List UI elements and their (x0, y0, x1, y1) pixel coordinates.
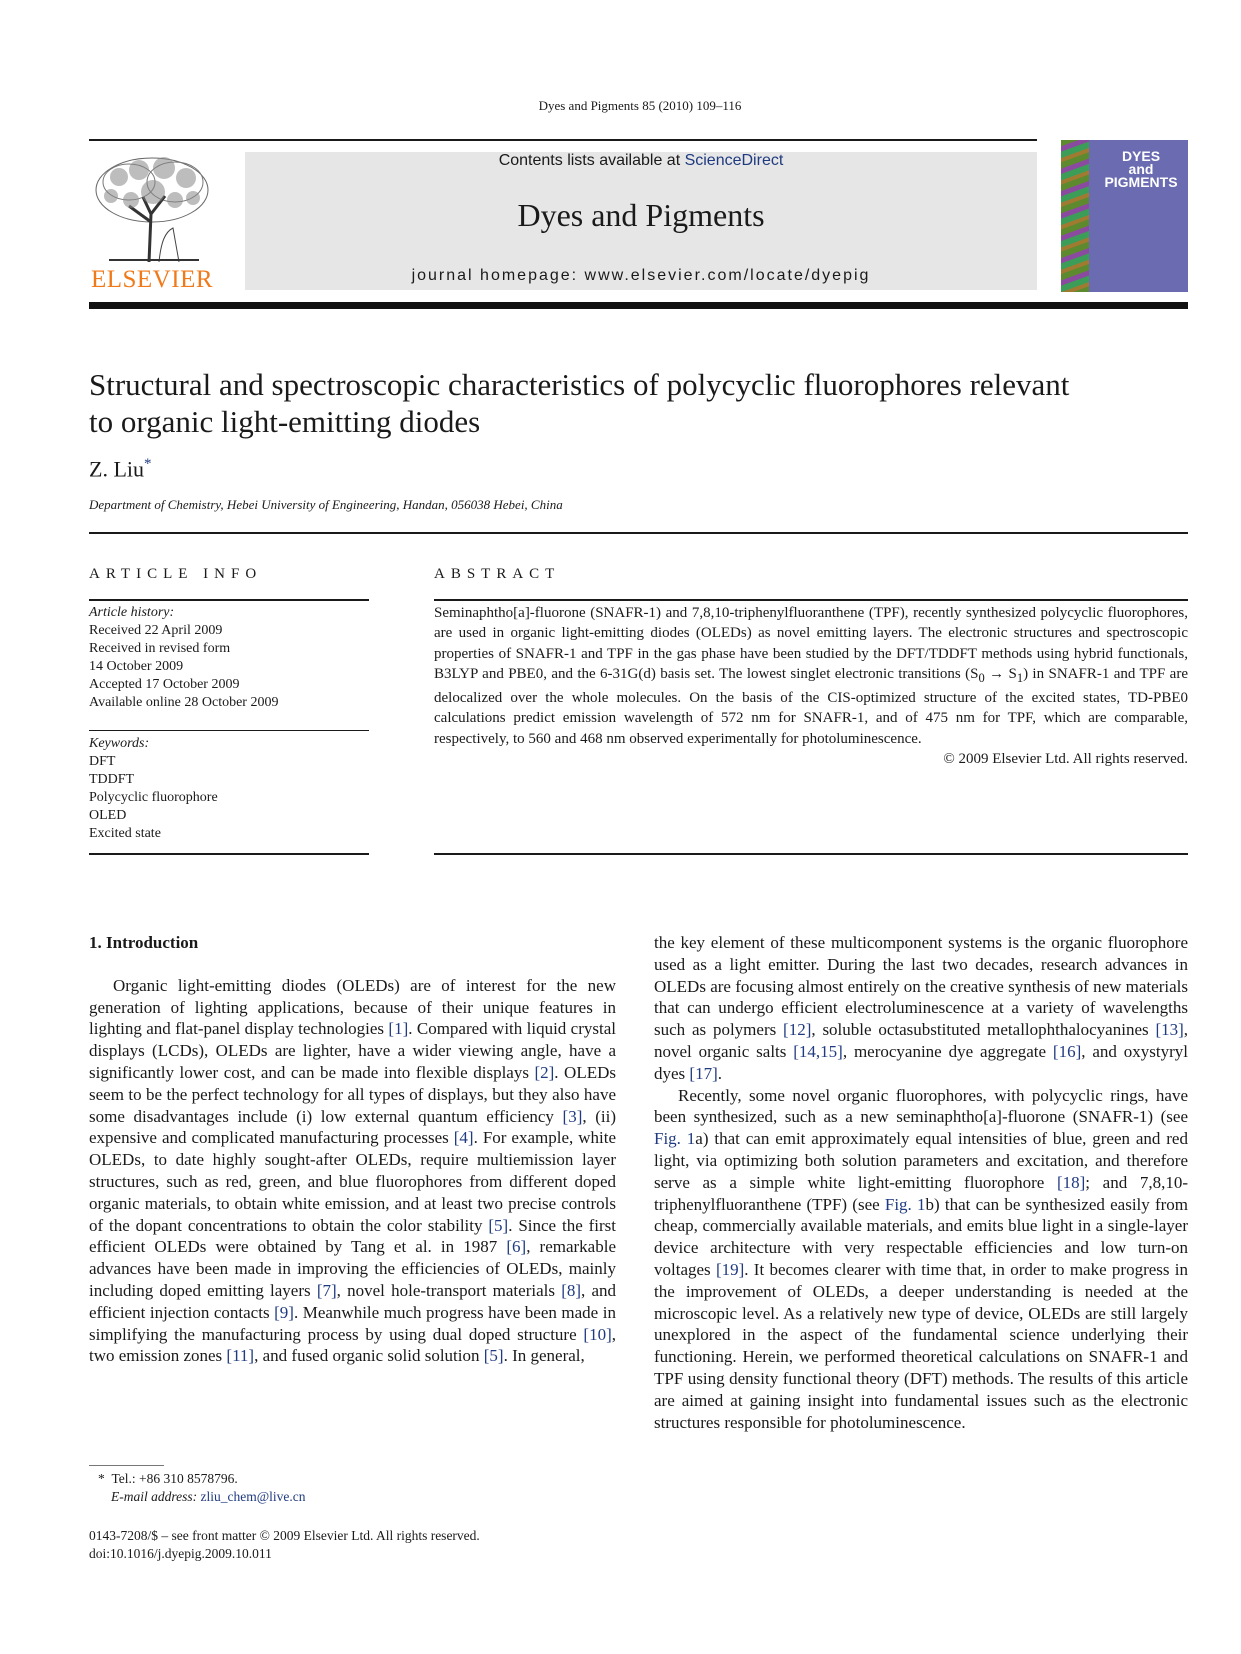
abstract-rule (434, 853, 1188, 855)
front-matter (89, 1527, 480, 1563)
citation-link[interactable]: [13] (1155, 1020, 1184, 1040)
paragraph: the key element of these multicomponent systems is the organic fluorophore used as a light emitter. During the last two decades, research advances in OLEDs are focusing almost entirely on the creative synthesis of new materials that can undergo efficient electroluminescence at a variety of wavelengths such as polymers [12], soluble octasubstituted metallophthalocyanines [13], novel organic salts [14,15], merocyanine dye aggregate [16], and oxystyryl dyes [17]. (654, 933, 1189, 1083)
cover-pattern (1061, 140, 1089, 292)
citation-link[interactable]: Fig. 1 (654, 1129, 696, 1149)
citation-link[interactable]: [9] (274, 1302, 294, 1322)
history-item: Available online 28 October 2009 (89, 695, 279, 710)
body-column-right (654, 932, 1188, 1433)
info-rule (89, 730, 369, 731)
article-title: Structural and spectroscopic characteristics of polycyclic fluorophores relevant to organic light-emitting diodes (89, 367, 1070, 439)
citation-link[interactable]: [5] (483, 1346, 504, 1366)
history-item: 14 October 2009 (89, 659, 184, 674)
citation-link[interactable]: [17] (689, 1063, 718, 1083)
citation-link[interactable]: [19] (715, 1259, 745, 1279)
citation-link[interactable]: [3] (562, 1106, 583, 1126)
keywords-label: Keywords: (89, 736, 150, 751)
author-name: Z. Liu (89, 456, 144, 482)
email-label: E-mail address: (111, 1489, 198, 1504)
abstract-body (434, 603, 1188, 749)
footnote (98, 1470, 306, 1506)
keyword-item: Excited state (89, 826, 161, 841)
keyword-item: OLED (89, 808, 127, 823)
abstract-text-part: ) in SNAFR-1 and TPF are delocalized over the whole molecules. On the basis of the CIS-optimized structure of the excited states, TD-PBE0 calculations predict emission wavelength of 572 nm for SNAFR-1, and of 475 nm for TPF, which are comparable, respectively, to 560 and 468 nm observed experimentally for photoluminescence. (434, 665, 1188, 747)
citation-link[interactable]: [2] (534, 1062, 555, 1082)
article-history (89, 604, 278, 712)
keywords (89, 735, 218, 843)
footnote-tel: Tel.: +86 310 8578796. (111, 1471, 238, 1486)
abstract-text-part: Seminaphtho[a]-fluorone (SNAFR-1) and 7,8,10-triphenylfluoranthene (TPF), recently synthesized polycyclic fluorophores, are used in organic light-emitting diodes (OLEDs) as novel emitting layers. The electronic structures and spectroscopic properties of SNAFR-1 and TPF in the gas phase have been studied by the DFT/TDDFT methods using hybrid functionals, B3LYP and PBE0, and the 6-31G(d) basis set. The lowest singlet electronic transitions (S (434, 605, 1188, 682)
footnote-rule (89, 1465, 164, 1466)
journal-name: Dyes and Pigments (517, 197, 765, 233)
cover-title (1101, 150, 1181, 189)
email-link[interactable]: zliu_chem@live.cn (200, 1489, 306, 1504)
citation-link[interactable]: [14,15] (793, 1041, 843, 1061)
front-matter-line: 0143-7208/$ – see front matter © 2009 Elsevier Ltd. All rights reserved. (89, 1528, 480, 1543)
author-footnote-mark[interactable]: * (144, 456, 152, 472)
citation-link[interactable]: [12] (783, 1020, 812, 1040)
subscript: 0 (978, 670, 985, 685)
cover-title-line: and (1128, 161, 1154, 177)
paragraph: Organic light-emitting diodes (OLEDs) are of interest for the new generation of lighting applications, because of their unique features in lighting and flat-panel display technologies [1]. Compared with liquid crystal displays (LCDs), OLEDs are lighter, have a wider viewing angle, have a significantly lower cost, and can be made into flexible displays [2]. OLEDs seem to be the perfect technology for all types of displays, but they also have some disadvantages include (i) low external quantum efficiency [3], (ii) expensive and complicated manufacturing processes [4]. For example, white OLEDs, to date highly sought-after OLEDs, require multiemission layer structures, such as red, green, and blue fluorophores from different doped organic materials, to obtain white emission, and at least two precise controls of the dopant concentrations to obtain the color stability [5]. Since the first efficient OLEDs were obtained by Tang et al. in 1987 [6], remarkable advances have been made in improving the efficiencies of OLEDs, mainly including doped emitting layers [7], novel hole-transport materials [8], and efficient injection contacts [9]. Meanwhile much progress have been made in simplifying the manufacturing process by using dual doped structure [10], two emission zones [11], and fused organic solid solution [5]. In general, (89, 975, 617, 1366)
history-item: Accepted 17 October 2009 (89, 677, 240, 692)
info-rule (89, 853, 369, 855)
journal-citation: Dyes and Pigments 85 (2010) 109–116 (538, 98, 742, 113)
citation-link[interactable]: [5] (488, 1215, 509, 1235)
elsevier-wordmark: ELSEVIER (90, 266, 214, 293)
body-column-left (89, 932, 616, 1367)
citation-link[interactable]: [10] (583, 1324, 612, 1344)
footnote-email-line (98, 1488, 306, 1506)
keyword-item: Polycyclic fluorophore (89, 790, 218, 805)
footnote-tel-line (98, 1470, 306, 1488)
author (89, 456, 152, 482)
abstract-text-part: → S (984, 665, 1017, 682)
abstract-rule (434, 599, 1188, 601)
elsevier-logo[interactable] (89, 152, 215, 294)
abstract-text (434, 603, 1188, 769)
citation-link[interactable]: [11] (226, 1346, 255, 1366)
info-rule (89, 599, 369, 601)
article-info-heading: ARTICLE INFO (89, 566, 263, 582)
section-heading: 1. Introduction (89, 933, 199, 952)
journal-banner (245, 152, 1037, 290)
citation-link[interactable]: [8] (561, 1280, 582, 1300)
title-rule (89, 532, 1188, 534)
citation-link[interactable]: [4] (453, 1128, 474, 1148)
doi-link[interactable]: doi:10.1016/j.dyepig.2009.10.011 (89, 1546, 272, 1561)
subscript: 1 (1016, 670, 1024, 685)
journal-cover-image[interactable] (1061, 140, 1188, 292)
citation-link[interactable]: [6] (506, 1237, 527, 1257)
affiliation: Department of Chemistry, Hebei University of Engineering, Handan, 056038 Hebei, China (89, 497, 563, 512)
sciencedirect-link[interactable]: ScienceDirect (684, 152, 784, 169)
citation-link[interactable]: [16] (1052, 1041, 1082, 1061)
abstract-heading: ABSTRACT (434, 566, 561, 582)
header-rule-bottom (89, 302, 1188, 309)
contents-line (245, 152, 1037, 170)
journal-homepage-link[interactable]: journal homepage: www.elsevier.com/locate/dyepig (411, 267, 871, 284)
history-item: Received 22 April 2009 (89, 623, 223, 638)
cover-title-line: DYES (1121, 148, 1161, 164)
history-item: Received in revised form (89, 641, 231, 656)
footnote-mark: * (98, 1471, 105, 1486)
history-label: Article history: (89, 605, 175, 620)
cover-title-line: PIGMENTS (1104, 174, 1178, 190)
citation-link[interactable]: [18] (1056, 1172, 1086, 1192)
citation-link[interactable]: [7] (316, 1280, 337, 1300)
contents-prefix: Contents lists available at (498, 152, 685, 169)
keyword-item: TDDFT (89, 772, 135, 787)
paragraph: Recently, some novel organic fluorophores, with polycyclic rings, have been synthesized, such as a new seminaphtho[a]-fluorone (SNAFR-1) (see Fig. 1a) that can emit approximately equal intensities of blue, green and red light, via optimizing both solution parameters and excitation, and therefore serve as a simple white light-emitting fluorophore [18]; and 7,8,10-triphenylfluoranthene (TPF) (see Fig. 1b) that can be synthesized easily from cheap, commercially available materials, and emits blue light in a single-layer device architecture with very respectable efficiencies and low turn-on voltages [19]. It becomes clearer with time that, in order to make progress in the improvement of OLEDs, a deeper understanding is needed at the microscopic level. As a relatively new type of device, OLEDs are still largely unexplored in the aspect of the fundamental science underlying their functioning. Herein, we performed theoretical calculations on SNAFR-1 and TPF using density functional theory (DFT) methods. The results of this article are aimed at gaining insight into fundamental issues such as the electronic structures responsible for photoluminescence. (654, 1085, 1189, 1432)
citation-link[interactable]: Fig. 1 (884, 1194, 926, 1214)
keyword-item: DFT (89, 754, 116, 769)
citation-link[interactable]: [1] (388, 1019, 409, 1039)
abstract-copyright: © 2009 Elsevier Ltd. All rights reserved. (943, 751, 1188, 768)
tree-icon (89, 152, 215, 264)
header-rule-top (89, 139, 1037, 141)
